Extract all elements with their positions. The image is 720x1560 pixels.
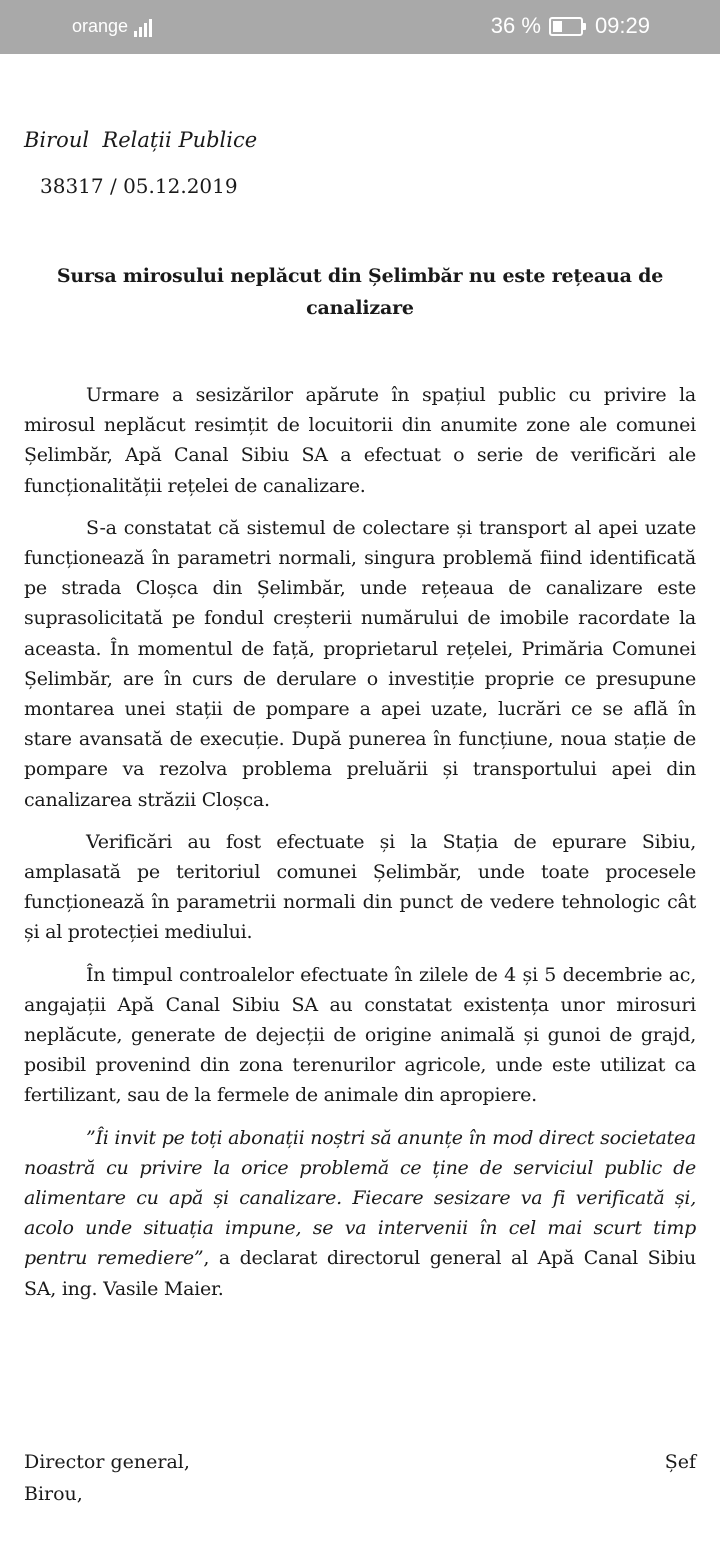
carrier-group [72, 16, 152, 37]
signal-icon [134, 17, 152, 37]
paragraph-2: S-a constatat că sistemul de colectare și transport al apei uzate funcționează în parametri normali, singura problemă fiind identificată pe strada Cloșca din Șelimbăr, unde rețeaua de canalizare este suprasolicitată pe fondul creșterii numărului de imobile racordate la aceasta. În momentul de față, proprietarul rețelei, Primăria Comunei Șelimbăr, are în curs de derulare o investiție proprie ce presupune montarea unei stații de pompare a apei uzate, lucrări ce se află în stare avansată de execuție. După punerea în funcțiune, noua stație de pompare va rezolva problema preluării și transportului apei din canalizarea străzii Cloșca. [24, 516, 696, 811]
registration-number: 38317 / 05.12.2019 [40, 174, 238, 198]
clock: 09:29 [594, 13, 650, 38]
paragraph-3: Verificări au fost efectuate și la Stația de epurare Sibiu, amplasată pe teritoriul comunei Șelimbăr, unde toate procesele funcționează în parametrii normali din punct de vedere tehnologic cât și al protecției mediului. [24, 830, 696, 944]
paragraph-1: Urmare a sesizărilor apărute în spațiul public cu privire la mirosul neplăcut resimțit de locuitorii din anumite zone ale comunei Șelimbăr, Apă Canal Sibiu SA a efectuat o serie de verificări ale funcționalității rețelei de canalizare. [24, 384, 696, 497]
signature-left [24, 1446, 190, 1510]
signature-right [665, 1446, 696, 1478]
battery-icon [549, 17, 583, 36]
office-name: Biroul Relații Publice [24, 128, 258, 152]
battery-percent: 36 % [490, 13, 541, 38]
document-title: Sursa mirosului neplăcut din Șelimbăr nu este rețeaua de canalizare [56, 265, 664, 319]
quote-attribution: , a declarat directorul general al Apă Canal Sibiu SA, ing. Vasile Maier. [24, 1247, 696, 1300]
signature-office: Birou, [24, 1483, 83, 1505]
status-bar [0, 0, 720, 54]
director-quote: ”Îi invit pe toți abonații noștri să anunțe în mod direct societatea noastră cu privire la orice problemă ce ține de serviciul public de alimentare cu apă și canalizare. Fiecare sesizare va fi verificată și, acolo unde situația impune, se va intervenii în cel mai scurt timp pentru remediere” [24, 1126, 696, 1270]
paragraph-4: În timpul controalelor efectuate în zilele de 4 și 5 decembrie ac, angajații Apă Canal Sibiu SA au constatat existența unor mirosuri neplăcute, generate de dejecții de origine animală și gunoi de grajd, posibil provenind din zona terenurilor agricole, unde este utilizat ca fertilizant, sau de la fermele de animale din apropiere. [24, 963, 696, 1107]
battery-fill [553, 21, 562, 32]
status-right-group [491, 13, 650, 39]
quote-paragraph [24, 1123, 696, 1304]
signature-chief: Șef [664, 1451, 696, 1473]
carrier-name: orange [72, 16, 129, 36]
signature-director: Director general, [24, 1451, 190, 1473]
document-body [24, 380, 696, 1316]
